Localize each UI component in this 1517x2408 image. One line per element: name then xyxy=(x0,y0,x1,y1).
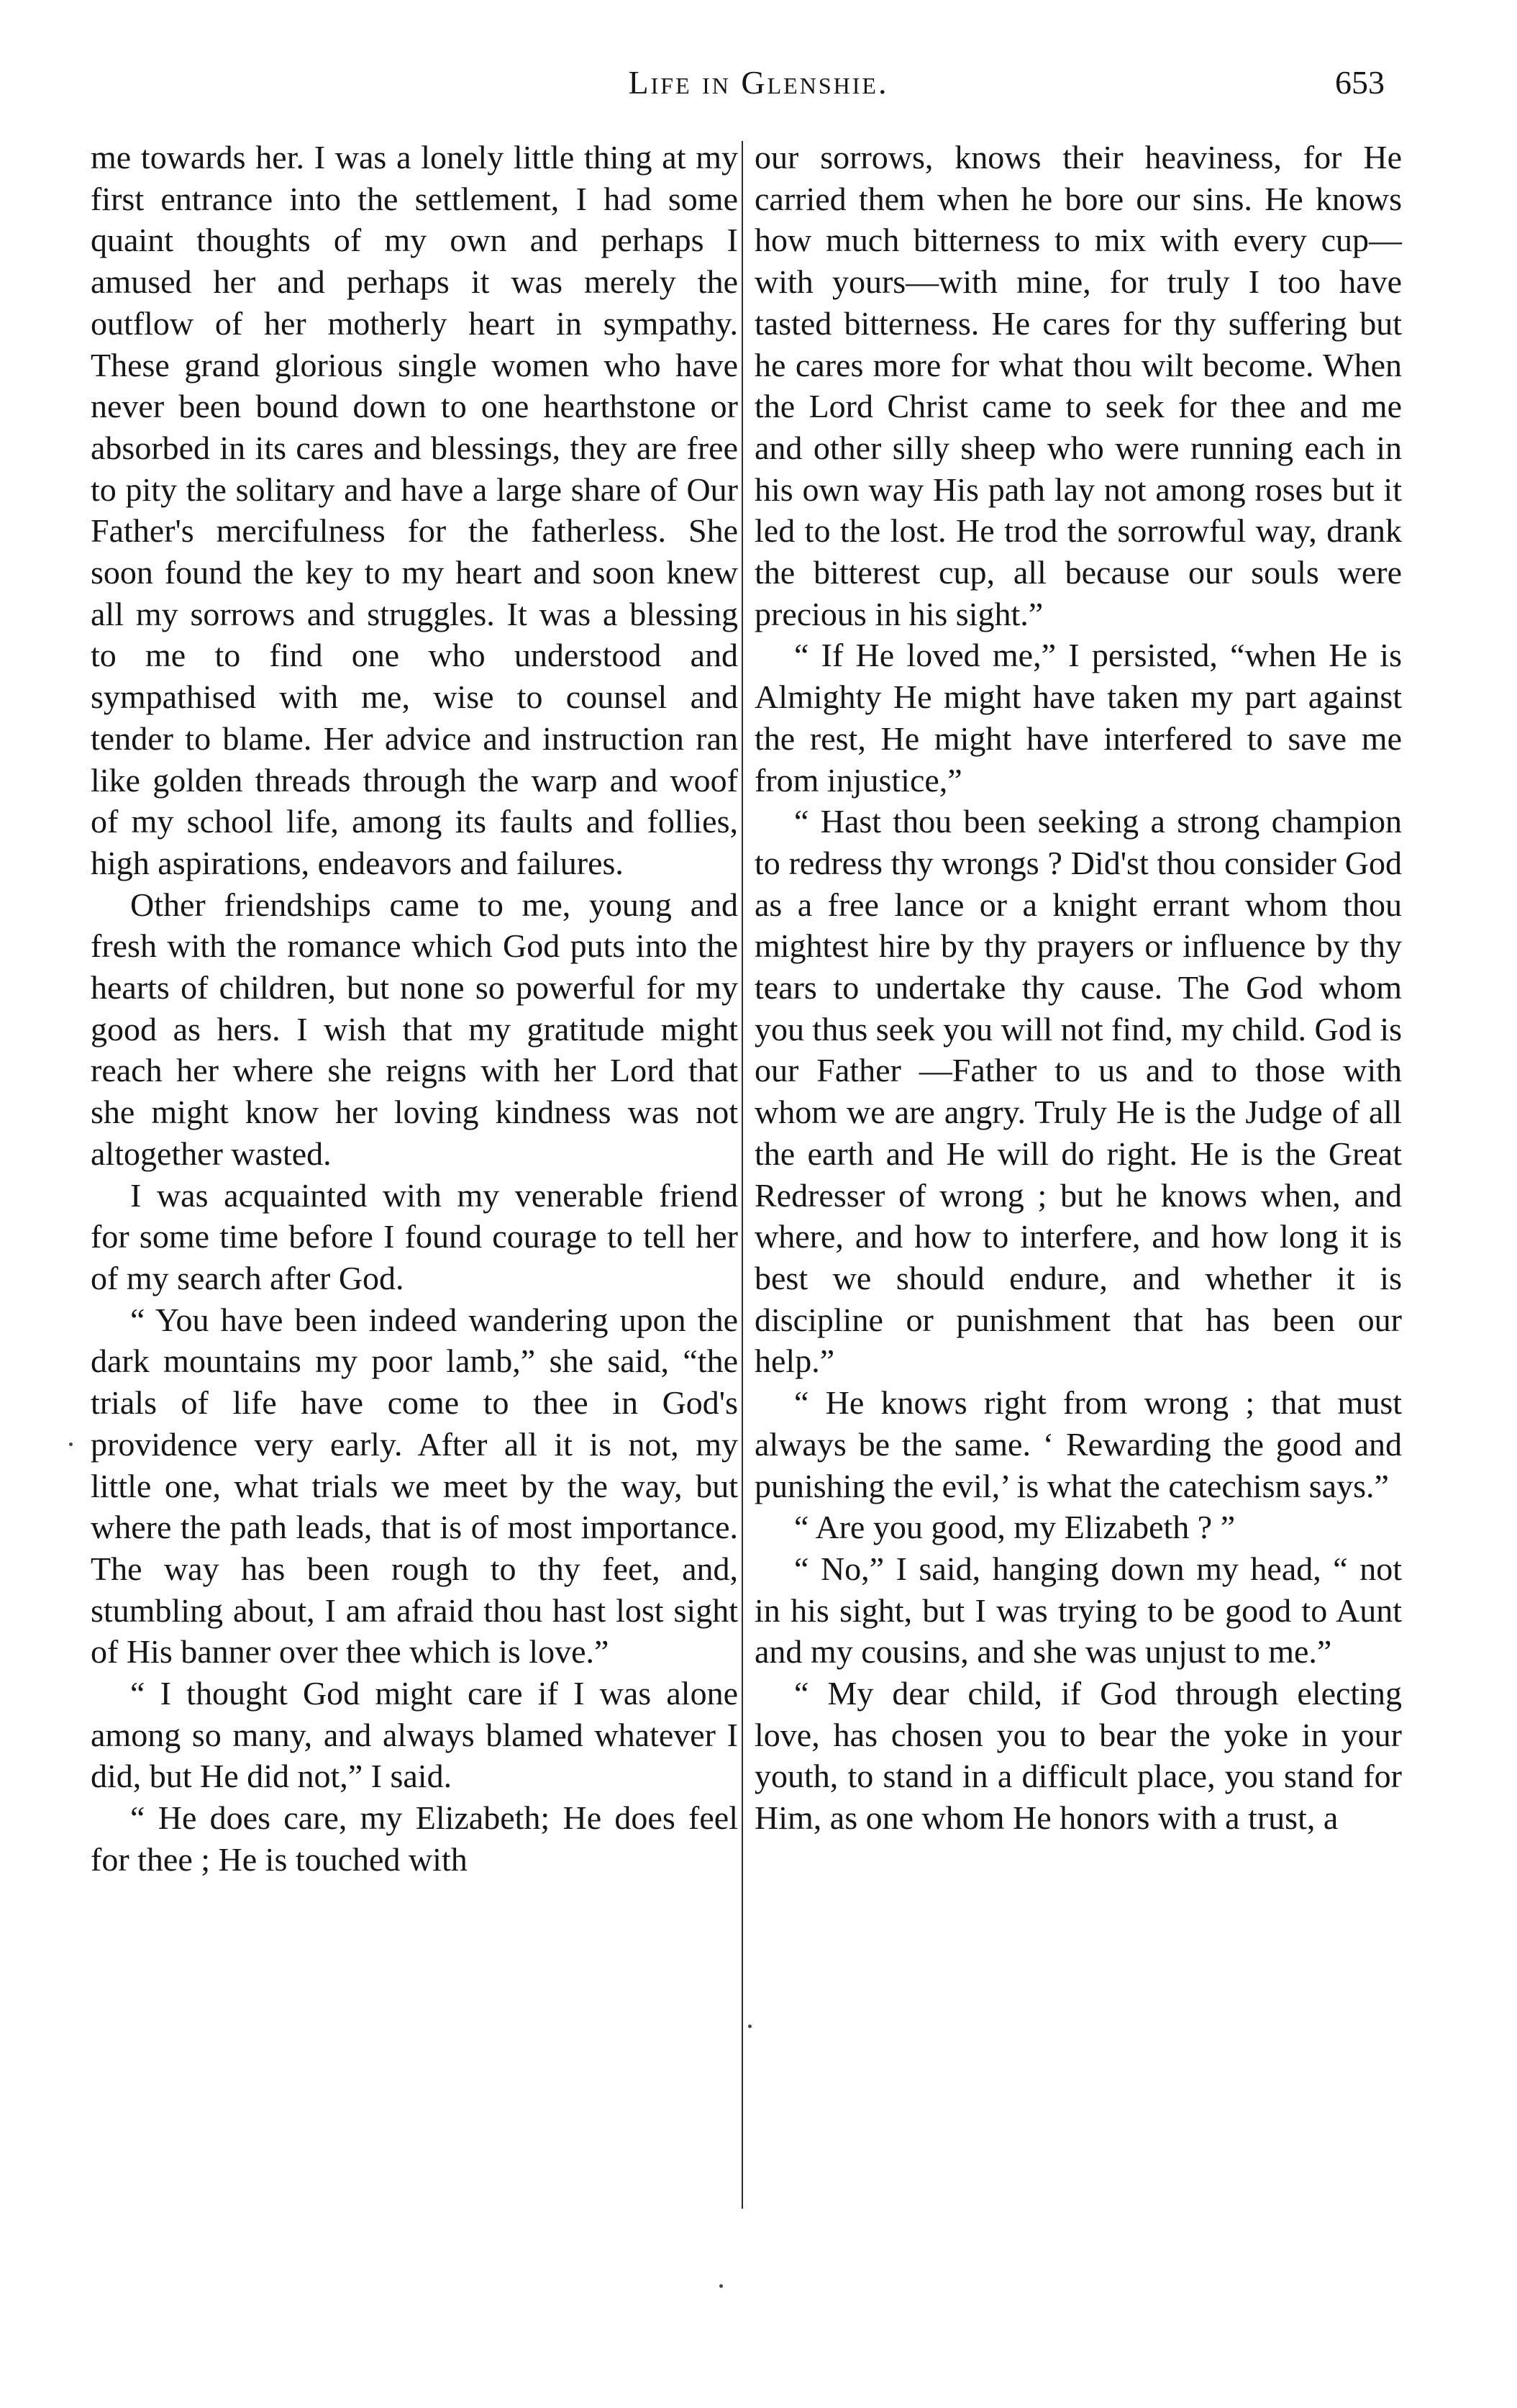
page-number: 653 xyxy=(1335,64,1385,101)
paragraph: “ If He loved me,” I persisted, “when He is Almighty He might have taken my part against the rest, He might have interfered to save me from injustice,” xyxy=(755,637,1402,799)
paragraph: me towards her. I was a lonely little thing at my first entrance into the settlement, I had some quaint thoughts of my own and perhaps I amused her and perhaps it was merely the outflow of her motherly heart in sympathy. These grand glorious single women who have never been bound down to one hearthstone or absorbed in its cares and blessings, they are free to pity the solitary and have a large share of Our Father's mercifulness for the fatherless. She soon found the key to my heart and soon knew all my sorrows and struggles. It was a blessing to me to find one who understood and sympathised with me, wise to counsel and tender to blame. Her advice and instruction ran like golden threads through the warp and woof of my school life, among its faults and follies, high aspirations, endeavors and failures. xyxy=(91,139,738,881)
stray-ink-mark xyxy=(748,2025,752,2028)
left-column xyxy=(91,137,738,1881)
stray-ink-mark xyxy=(719,2284,723,2288)
paragraph: “ Hast thou been seeking a strong champion to redress thy wrongs ? Did'st thou consider God as a free lance or a knight errant whom thou mightest hire by thy prayers or influence by thy tears to undertake thy cause. The God whom you thus seek you will not find, my child. God is our Father —Father to us and to those with whom we are angry. Truly He is the Judge of all the earth and He will do right. He is the Great Redresser of wrong ; but he knows when, and where, and how to interfere, and how long it is best we should endure, and whether it is discipline or punishment that has been our help.” xyxy=(755,803,1402,1380)
paragraph: “ No,” I said, hanging down my head, “ not in his sight, but I was trying to be good to Aunt and my cousins, and she was unjust to me.” xyxy=(755,1550,1402,1671)
paragraph: “ He does care, my Elizabeth; He does feel for thee ; He is touched with xyxy=(91,1799,738,1878)
running-title: Life in Glenshie. xyxy=(628,64,889,101)
paragraph: our sorrows, knows their heaviness, for He carried them when he bore our sins. He knows how much bitterness to mix with every cup—with yours—with mine, for truly I too have tasted bitterness. He cares for thy suffering but he cares more for what thou wilt become. When the Lord Christ came to seek for thee and me and other silly sheep who were running each in his own way His path lay not among roses but it led to the lost. He trod the sorrowful way, drank the bitterest cup, all because our souls were precious in his sight.” xyxy=(755,139,1402,632)
paragraph: “ I thought God might care if I was alone among so many, and always blamed whatever I did, but He did not,” I said. xyxy=(91,1675,738,1795)
paragraph: “ He knows right from wrong ; that must always be the same. ‘ Rewarding the good and punishing the evil,’ is what the catechism says.” xyxy=(755,1384,1402,1504)
paragraph: I was acquainted with my venerable friend for some time before I found courage to tell her of my search after God. xyxy=(91,1176,738,1296)
right-column xyxy=(755,137,1402,1839)
paragraph: “ You have been indeed wandering upon the dark mountains my poor lamb,” she said, “the trials of life have come to thee in God's providence very early. After all it is not, my little one, what trials we meet by the way, but where the path leads, that is of most importance. The way has been rough to thy feet, and, stumbling about, I am afraid thou hast lost sight of His banner over thee which is love.” xyxy=(91,1301,738,1671)
column-divider xyxy=(742,141,743,2209)
paragraph: Other friendships came to me, young and fresh with the romance which God puts into the hearts of children, but none so powerful for my good as hers. I wish that my gratitude might reach her where she reigns with her Lord that she might know her loving kindness was not altogether wasted. xyxy=(91,886,738,1172)
stray-ink-mark xyxy=(69,1442,73,1446)
paragraph: “ Are you good, my Elizabeth ? ” xyxy=(794,1509,1236,1546)
paragraph: “ My dear child, if God through electing love, has chosen you to bear the yoke in your youth, to stand in a difficult place, you stand for Him, as one whom He honors with a trust, a xyxy=(755,1675,1402,1837)
